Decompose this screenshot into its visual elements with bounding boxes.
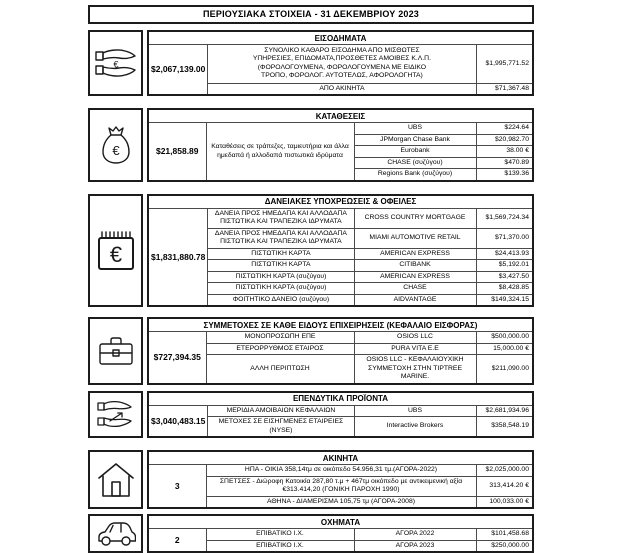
car-icon — [96, 520, 136, 548]
loan-amount: $149,324.15 — [476, 294, 533, 306]
vehicle-amount: $250,000.00 — [476, 540, 533, 552]
deposit-institution: Regions Bank (συζύγου) — [354, 169, 476, 181]
participation-amount: 15,000.00 € — [476, 343, 533, 354]
participation-amount: $500,000.00 — [476, 332, 533, 343]
property-amount: 100,033.00 € — [476, 496, 533, 508]
deposit-amount: $224.64 — [476, 123, 533, 134]
realestate-count: 3 — [148, 465, 206, 508]
participations-table — [147, 317, 534, 384]
property-description: ΑΘΗΝΑ - ΔΙΑΜΕΡΙΣΜΑ 105,75 τμ (ΑΓΟΡΑ-2008) — [206, 496, 476, 508]
deposits-header: ΚΑΤΑΘΕΣΕΙΣ — [148, 109, 533, 123]
vehicle-purchase: ΑΓΟΡΑ 2022 — [354, 529, 476, 540]
loan-institution: MIAMI AUTOMOTIVE RETAIL — [354, 228, 476, 248]
participation-company: PURA VITA E.E — [354, 343, 476, 354]
investments-total: $3,040,483.15 — [148, 405, 208, 437]
section-income — [88, 30, 534, 96]
deposits-total: $21,858.89 — [148, 123, 206, 181]
section-investments — [88, 391, 534, 438]
vehicle-type: ΕΠΙΒΑΤΙΚΟ Ι.Χ. — [206, 529, 354, 540]
realestate-icon-box — [88, 450, 143, 509]
loan-institution: AMERICAN EXPRESS — [354, 248, 476, 259]
investment-institution: Interactive Brokers — [354, 417, 476, 437]
vehicle-type: ΕΠΙΒΑΤΙΚΟ Ι.Χ. — [206, 540, 354, 552]
svg-text:€: € — [111, 143, 120, 159]
investment-type: ΜΕΡΙΔΙΑ ΑΜΟΙΒΑΙΩΝ ΚΕΦΑΛΑΙΩΝ — [208, 405, 354, 416]
deposit-institution: UBS — [354, 123, 476, 134]
income-row-amount: $71,367.48 — [476, 83, 533, 95]
loans-total: $1,831,880.78 — [148, 208, 208, 306]
loan-amount: $71,370.00 — [476, 228, 533, 248]
realestate-table — [147, 450, 534, 509]
property-amount: 313,414.20 € — [476, 476, 533, 496]
income-header: ΕΙΣΟΔΗΜΑΤΑ — [148, 31, 533, 45]
loan-amount: $24,413.93 — [476, 248, 533, 259]
participations-header: ΣΥΜΜΕΤΟΧΕΣ ΣΕ ΚΑΘΕ ΕΙΔΟΥΣ ΕΠΙΧΕΙΡΗΣΕΙΣ (ΚΕΦΑΛΑΙΟ ΕΙΣΦΟΡΑΣ) — [148, 318, 533, 332]
investment-amount: $358,548.19 — [476, 417, 533, 437]
vehicles-count: 2 — [148, 529, 206, 552]
property-description: ΗΠΑ - ΟΙΚΙΑ 358,14τμ σε οικόπεδο 54.956,31 τμ.(ΑΓΟΡΑ-2022) — [206, 465, 476, 476]
investments-icon-box — [88, 391, 143, 438]
loan-institution: CHASE — [354, 283, 476, 294]
section-participations — [88, 317, 534, 384]
section-vehicles — [88, 514, 534, 553]
loan-amount: $8,428.85 — [476, 283, 533, 294]
svg-text:€: € — [109, 241, 122, 267]
participation-type: ΜΟΝΟΠΡΟΣΩΠΗ ΕΠΕ — [206, 332, 354, 343]
participation-amount: $211,090.00 — [476, 355, 533, 384]
vehicles-icon-box — [88, 514, 143, 553]
svg-text:€: € — [112, 59, 119, 70]
investments-table — [147, 391, 534, 438]
investment-amount: $2,681,934.96 — [476, 405, 533, 416]
deposits-icon-box — [88, 108, 143, 181]
briefcase-icon — [98, 336, 134, 366]
participation-type: ΑΛΛΗ ΠΕΡΙΠΤΩΣΗ — [206, 355, 354, 384]
hands-growth-arrow-icon — [97, 399, 135, 429]
vehicles-table — [147, 514, 534, 553]
property-description: ΣΠΕΤΣΕΣ - Διώροφη Κατοικία 287,80 τ.μ + 467τμ οικόπεδο με αντικειμενική αξία €313.414,20 (ΓΟΝΙΚΗ ΠΑΡΟΧΗ 1990) — [206, 476, 476, 496]
giving-hands-euro-icon — [95, 46, 137, 80]
loan-description: ΠΙΣΤΩΤΙΚΗ ΚΑΡΤΑ (συζύγου) — [208, 283, 354, 294]
section-loans — [88, 194, 534, 307]
asset-declaration-document — [88, 5, 534, 553]
loan-description: ΦΟΙΤΗΤΙΚΟ ΔΑΝΕΙΟ (συζύγου) — [208, 294, 354, 306]
participation-company: OSIOS LLC - ΚΕΦΑΛΑΙΟΥΧΙΚΗ ΣΥΜΜΕΤΟΧΗ ΣΤΗΝ TIPTREE MARINE. — [354, 355, 476, 384]
deposit-amount: $139.36 — [476, 169, 533, 181]
calendar-euro-icon — [97, 231, 135, 271]
loans-table — [147, 194, 534, 307]
loan-description: ΠΙΣΤΩΤΙΚΗ ΚΑΡΤΑ — [208, 248, 354, 259]
income-table — [147, 30, 534, 96]
deposit-amount: $470.89 — [476, 157, 533, 168]
loan-institution: AIDVANTAGE — [354, 294, 476, 306]
realestate-header: ΑΚΙΝΗΤΑ — [148, 451, 533, 465]
loans-icon-box — [88, 194, 143, 307]
income-row-description: ΣΥΝΟΛΙΚΟ ΚΑΘΑΡΟ ΕΙΣΟΔΗΜΑ ΑΠΟ ΜΙΣΘΩΤΕΣ ΥΠΗΡΕΣΙΕΣ, ΕΠΙΔΟΜΑΤΑ,ΠΡΟΣΘΕΤΕΣ ΑΜΟΙΒΕΣ Κ.Λ.Π.(ΦΟΡΟΛΟΓΟΥΜΕΝΑ, ΦΟΡΟΛΟΓΟΥΜΕΝΑ ΜΕ ΕΙΔΙΚΟ ΤΡΟΠΟ, ΦΟΡΟΛΟΓ. ΑΥΤΟΤΕΛΩΣ, ΑΦΟΡΟΛΟΓΗΤΑ) — [208, 45, 476, 84]
section-deposits — [88, 108, 534, 181]
income-total: $2,067,139.00 — [148, 45, 208, 96]
investment-type: ΜΕΤΟΧΕΣ ΣΕ ΕΙΣΗΓΜΕΝΕΣ ΕΤΑΙΡΕΙΕΣ (NYSE) — [208, 417, 354, 437]
loan-institution: AMERICAN EXPRESS — [354, 271, 476, 282]
income-row-amount: $1,995,771.52 — [476, 45, 533, 84]
loan-institution: CROSS COUNTRY MORTGAGE — [354, 208, 476, 228]
investment-institution: UBS — [354, 405, 476, 416]
deposit-amount: 38.00 € — [476, 146, 533, 157]
participations-icon-box — [88, 317, 143, 384]
loan-institution: CITIBANK — [354, 260, 476, 271]
page-title: ΠΕΡΙΟΥΣΙΑΚΑ ΣΤΟΙΧΕΙΑ - 31 ΔΕΚΕΜΒΡΙΟΥ 2023 — [88, 5, 534, 24]
deposit-institution: Eurobank — [354, 146, 476, 157]
income-row-description: ΑΠΟ ΑΚΙΝΗΤΑ — [208, 83, 476, 95]
loan-amount: $3,427.50 — [476, 271, 533, 282]
deposit-amount: $20,982.70 — [476, 134, 533, 145]
deposit-institution: CHASE (συζύγου) — [354, 157, 476, 168]
deposit-institution: JPMorgan Chase Bank — [354, 134, 476, 145]
house-icon — [97, 462, 135, 498]
deposits-description: Καταθέσεις σε τράπεζες, ταμιευτήρια και άλλα ημεδαπά ή αλλοδαπά πιστωτικά ιδρύματα — [206, 123, 354, 181]
vehicle-purchase: ΑΓΟΡΑ 2023 — [354, 540, 476, 552]
loan-amount: $1,569,724.34 — [476, 208, 533, 228]
loan-description: ΠΙΣΤΩΤΙΚΗ ΚΑΡΤΑ — [208, 260, 354, 271]
participation-company: OSIOS LLC — [354, 332, 476, 343]
investments-header: ΕΠΕΝΔΥΤΙΚΑ ΠΡΟΪΟΝΤΑ — [148, 392, 533, 406]
participations-total: $727,394.35 — [148, 332, 206, 384]
loans-header: ΔΑΝΕΙΑΚΕΣ ΥΠΟΧΡΕΩΣΕΙΣ & ΟΦΕΙΛΕΣ — [148, 195, 533, 209]
vehicle-amount: $101,458.68 — [476, 529, 533, 540]
property-amount: $2,025,000.00 — [476, 465, 533, 476]
vehicles-header: ΟΧΗΜΑΤΑ — [148, 515, 533, 529]
money-bag-euro-icon — [101, 126, 131, 164]
income-icon-box — [88, 30, 143, 96]
loan-description: ΠΙΣΤΩΤΙΚΗ ΚΑΡΤΑ (συζύγου) — [208, 271, 354, 282]
loan-amount: $5,192.01 — [476, 260, 533, 271]
deposits-table — [147, 108, 534, 181]
section-realestate — [88, 450, 534, 509]
participation-type: ΕΤΕΡΟΡΡΥΘΜΟΣ ΕΤΑΙΡΟΣ — [206, 343, 354, 354]
loan-description: ΔΑΝΕΙΑ ΠΡΟΣ ΗΜΕΔΑΠΑ ΚΑΙ ΑΛΛΟΔΑΠΑ ΠΙΣΤΩΤΙΚΑ ΚΑΙ ΤΡΑΠΕΖΙΚΑ ΙΔΡΥΜΑΤΑ — [208, 208, 354, 228]
loan-description: ΔΑΝΕΙΑ ΠΡΟΣ ΗΜΕΔΑΠΑ ΚΑΙ ΑΛΛΟΔΑΠΑ ΠΙΣΤΩΤΙΚΑ ΚΑΙ ΤΡΑΠΕΖΙΚΑ ΙΔΡΥΜΑΤΑ — [208, 228, 354, 248]
